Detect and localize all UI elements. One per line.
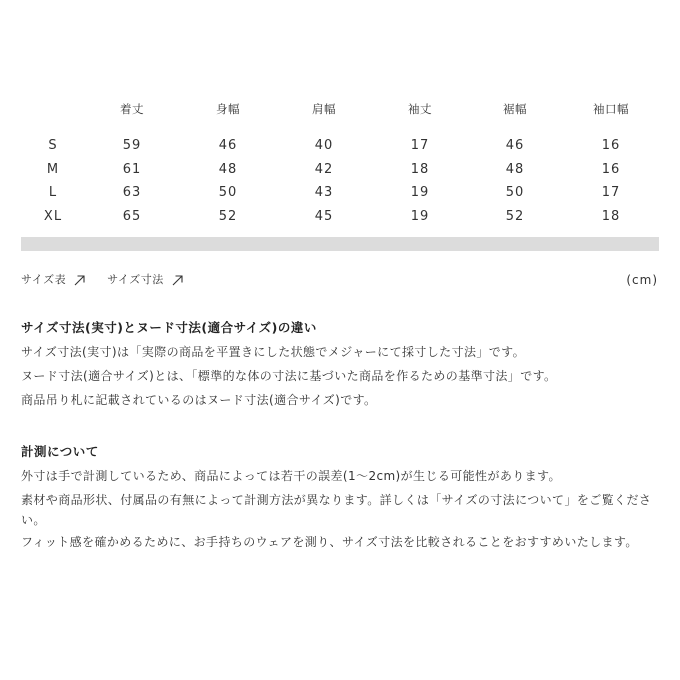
arrow-up-right-icon	[172, 275, 183, 286]
table-cell: XL	[43, 209, 63, 224]
table-cell: 50	[505, 185, 525, 200]
section-text: ヌード寸法(適合サイズ)とは、「標準的な体の寸法に基づいた商品を作るための基準寸法」です。	[21, 369, 557, 383]
table-cell: 46	[505, 138, 525, 153]
table-header-cell: 袖丈	[408, 102, 432, 116]
unit-label: (cm)	[626, 273, 658, 287]
table-cell: 63	[122, 185, 142, 200]
table-cell: 45	[314, 209, 334, 224]
table-cell: M	[46, 162, 60, 177]
size-chart-link[interactable]	[21, 270, 85, 290]
section-title: 計測について	[21, 444, 99, 459]
table-header-cell: 身幅	[216, 102, 240, 116]
table-cell: 16	[601, 162, 621, 177]
table-cell: 50	[218, 185, 238, 200]
section-title: サイズ寸法(実寸)とヌード寸法(適合サイズ)の違い	[21, 320, 317, 335]
table-header-row	[0, 99, 680, 119]
table-cell: 17	[410, 138, 430, 153]
table-row	[0, 207, 680, 227]
table-cell: 61	[122, 162, 142, 177]
section-text: 商品吊り札に記載されているのはヌード寸法(適合サイズ)です。	[21, 393, 377, 407]
table-cell: S	[48, 138, 58, 153]
table-cell: 18	[601, 209, 621, 224]
size-chart-link-label: サイズ表	[21, 273, 67, 286]
table-header-cell: 裾幅	[503, 102, 527, 116]
table-cell: 46	[218, 138, 238, 153]
arrow-up-right-icon	[74, 275, 85, 286]
table-cell: 48	[505, 162, 525, 177]
table-row	[0, 160, 680, 180]
section-text: 外寸は手で計測しているため、商品によっては若干の誤差(1〜2cm)が生じる可能性があります。	[21, 469, 561, 483]
table-cell: 52	[218, 209, 238, 224]
measurement-section	[21, 440, 661, 554]
table-row	[0, 136, 680, 156]
table-cell: 18	[410, 162, 430, 177]
table-header-cell: 袖口幅	[593, 102, 629, 116]
table-cell: 17	[601, 185, 621, 200]
table-cell: 19	[410, 209, 430, 224]
table-row	[0, 183, 680, 203]
size-links	[21, 270, 183, 290]
table-cell: 40	[314, 138, 334, 153]
size-measure-link[interactable]	[107, 270, 183, 290]
table-header-cell: 肩幅	[312, 102, 336, 116]
section-text: フィット感を確かめるために、お手持ちのウェアを測り、サイズ寸法を比較されることをおすすめいたします。	[21, 535, 638, 549]
table-cell: 42	[314, 162, 334, 177]
section-text: 素材や商品形状、付属品の有無によって計測方法が異なります。詳しくは「サイズの寸法について」をご覧ください。	[21, 493, 652, 527]
table-cell: L	[48, 185, 58, 200]
section-text: サイズ寸法(実寸)は「実際の商品を平置きにした状態でメジャーにて採寸した寸法」です。	[21, 345, 526, 359]
table-cell: 65	[122, 209, 142, 224]
table-cell: 16	[601, 138, 621, 153]
table-cell: 48	[218, 162, 238, 177]
horizontal-scrollbar[interactable]	[21, 237, 659, 251]
table-cell: 43	[314, 185, 334, 200]
table-cell: 59	[122, 138, 142, 153]
table-header-cell: 着丈	[120, 102, 144, 116]
size-measure-link-label: サイズ寸法	[107, 273, 164, 286]
nude-size-section	[21, 316, 661, 412]
table-cell: 19	[410, 185, 430, 200]
table-cell: 52	[505, 209, 525, 224]
